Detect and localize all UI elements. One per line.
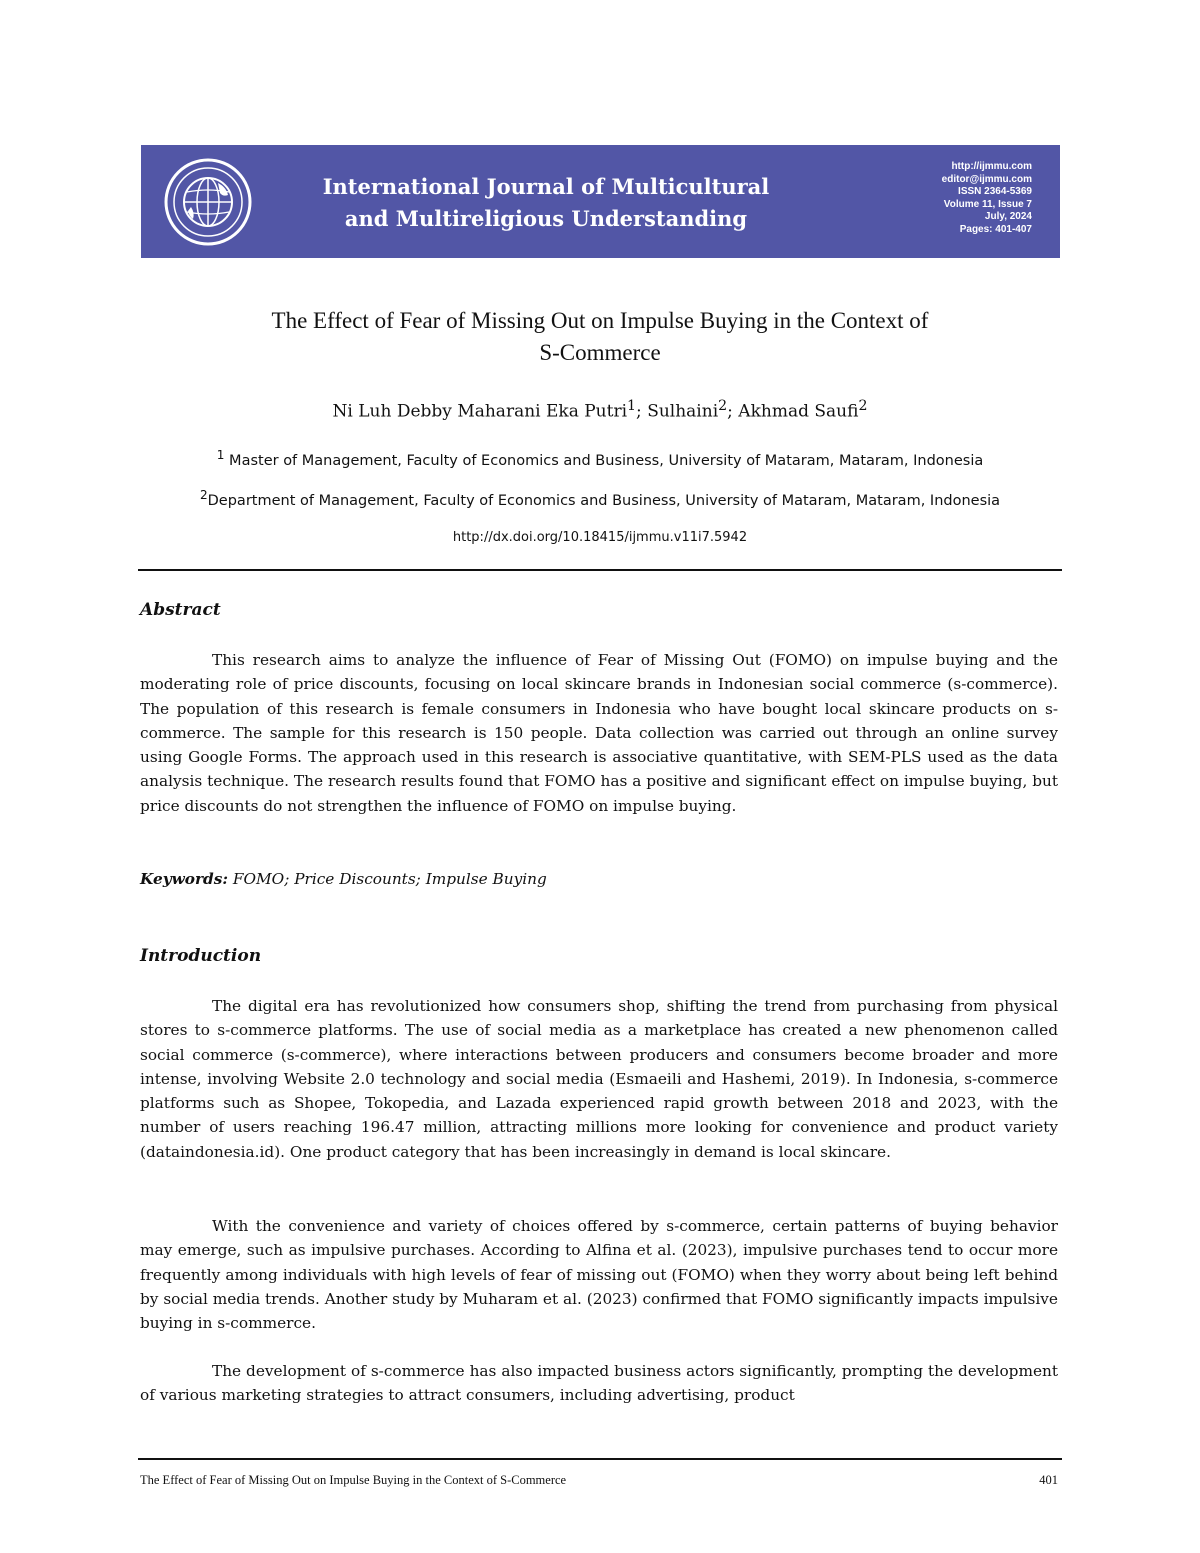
affiliation-2	[140, 488, 1060, 509]
affiliation-mark: 2	[199, 488, 208, 502]
page-number: 401	[1039, 1473, 1058, 1487]
journal-name-line1: International Journal of Multicultural	[322, 174, 770, 199]
journal-email[interactable]: editor@ijmmu.com	[941, 173, 1032, 185]
author-affiliation-mark: 2	[718, 398, 728, 414]
introduction-paragraph-3: The development of s-commerce has also impacted business actors significantly, prompting the development of various marketing strategies to attract consumers, including advertising, product	[140, 1362, 1058, 1405]
abstract-heading: Abstract	[140, 600, 221, 620]
author-list: Ni Luh Debby Maharani Eka Putri$^1$; Sulhaini$^2$; Akhmad Saufi$^2$	[332, 398, 868, 422]
introduction-paragraph-2: With the convenience and variety of choices offered by s-commerce, certain patterns of buying behavior may emerge, such as impulsive purchases. According to Alfina et al. (2023), impulsive purchases tend to occur more frequently among individuals with high levels of fear of missing out (FOMO) when they worry about being left behind by social media trends. Another study by Muharam et al. (2023) confirmed that FOMO significantly impacts impulsive buying in s-commerce.	[140, 1217, 1058, 1333]
journal-banner	[141, 145, 1060, 258]
paper-title-line1: The Effect of Fear of Missing Out on Impulse Buying in the Context of	[271, 308, 929, 333]
author-name: Akhmad Saufi	[738, 401, 859, 422]
affiliation-text: Master of Management, Faculty of Economics and Business, University of Mataram, Mataram, Indonesia	[224, 452, 984, 469]
paper-title-line2: S-Commerce	[539, 340, 661, 365]
footer-divider	[138, 1458, 1062, 1460]
journal-url[interactable]: http://ijmmu.com	[951, 161, 1032, 172]
paper-title	[140, 305, 1060, 369]
abstract-text: This research aims to analyze the influence of Fear of Missing Out (FOMO) on impulse buying and the moderating role of price discounts, focusing on local skincare brands in Indonesian social commerce (s-commerce). The population of this research is female consumers in Indonesia who have bought local skincare products on s-commerce. The sample for this research is 150 people. Data collection was carried out through an online survey using Google Forms. The approach used in this research is associative quantitative, with SEM-PLS used as the data analysis technique. The research results found that FOMO has a positive and significant effect on impulse buying, but price discounts do not strengthen the influence of FOMO on impulse buying.	[140, 651, 1058, 815]
author-name: Sulhaini	[647, 401, 719, 422]
keywords-label: Keywords:	[140, 870, 228, 888]
header-divider	[138, 569, 1062, 571]
affiliation-text: Department of Management, Faculty of Economics and Business, University of Mataram, Mataram, Indonesia	[207, 492, 1001, 509]
journal-metadata	[892, 161, 1032, 237]
journal-name	[321, 171, 771, 235]
journal-pages: Pages: 401-407	[959, 223, 1032, 235]
author-name: Ni Luh Debby Maharani Eka Putri	[332, 401, 628, 422]
affiliation-mark: 1	[216, 448, 225, 462]
journal-issn: ISSN 2364-5369	[958, 186, 1032, 198]
introduction-heading: Introduction	[140, 946, 262, 966]
journal-volume: Volume 11, Issue 7	[943, 198, 1032, 210]
journal-date: July, 2024	[984, 211, 1032, 223]
keywords-list: FOMO; Price Discounts; Impulse Buying	[232, 870, 547, 888]
journal-name-line2: and Multireligious Understanding	[344, 206, 748, 231]
author-affiliation-mark: 2	[858, 398, 868, 414]
author-affiliation-mark: 1	[627, 398, 637, 414]
keywords	[140, 870, 547, 888]
affiliation-1	[140, 448, 1060, 469]
introduction-paragraph-1: The digital era has revolutionized how consumers shop, shifting the trend from purchasing from physical stores to s-commerce platforms. The use of social media as a marketplace has created a new phenomenon called social commerce (s-commerce), where interactions between producers and consumers become broader and more intense, involving Website 2.0 technology and social media (Esmaeili and Hashemi, 2019). In Indonesia, s-commerce platforms such as Shopee, Tokopedia, and Lazada experienced rapid growth between 2018 and 2023, with the number of users reaching 196.47 million, attracting millions more looking for convenience and product variety (dataindonesia.id). One product category that has been increasingly in demand is local skincare.	[140, 997, 1058, 1161]
journal-globe-logo	[163, 157, 253, 247]
footer-title: The Effect of Fear of Missing Out on Impulse Buying in the Context of S-Commerce	[140, 1473, 567, 1487]
doi-link[interactable]: http://dx.doi.org/10.18415/ijmmu.v11i7.5942	[452, 530, 748, 545]
